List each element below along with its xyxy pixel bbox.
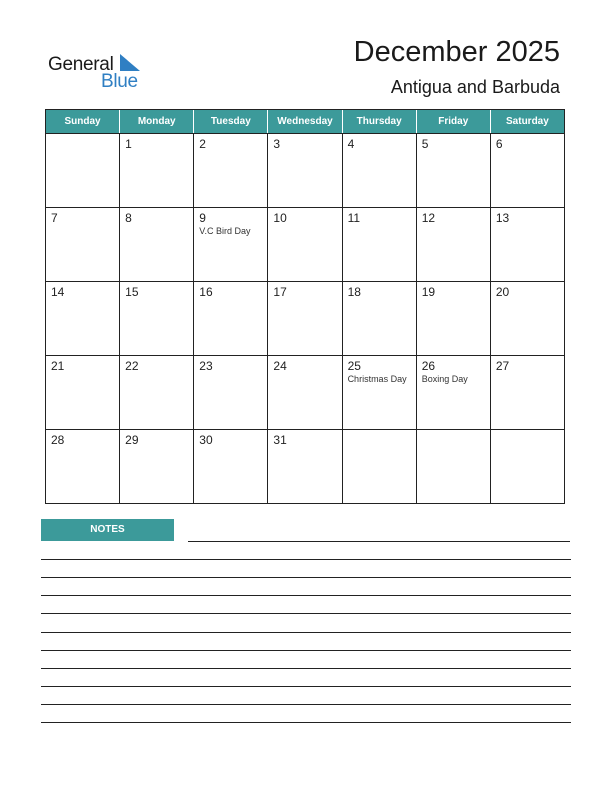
day-cell bbox=[342, 208, 416, 281]
weekday-header: Sunday bbox=[64, 116, 101, 127]
day-cell bbox=[342, 430, 416, 503]
note-line bbox=[41, 559, 571, 560]
day-number: 11 bbox=[347, 211, 361, 225]
day-cell bbox=[490, 282, 564, 355]
calendar-weeks bbox=[46, 133, 564, 503]
day-cell bbox=[267, 208, 341, 281]
day-cell bbox=[342, 134, 416, 207]
day-number: 17 bbox=[273, 285, 287, 299]
day-number: 21 bbox=[51, 359, 65, 373]
day-number: 3 bbox=[273, 137, 281, 151]
day-cell bbox=[416, 356, 490, 429]
calendar-week-row bbox=[46, 207, 564, 281]
note-line bbox=[41, 650, 571, 651]
calendar-week-row bbox=[46, 355, 564, 429]
logo-word-general: General bbox=[48, 54, 114, 75]
day-cell bbox=[46, 356, 119, 429]
day-cell bbox=[267, 356, 341, 429]
day-number: 26 bbox=[421, 359, 436, 373]
day-cell bbox=[119, 430, 193, 503]
day-cell bbox=[193, 134, 267, 207]
day-number: 10 bbox=[273, 211, 287, 225]
day-cell bbox=[46, 430, 119, 503]
day-cell bbox=[267, 134, 341, 207]
day-cell bbox=[490, 208, 564, 281]
day-number: 14 bbox=[51, 285, 65, 299]
day-cell bbox=[119, 356, 193, 429]
day-number: 5 bbox=[421, 137, 429, 151]
day-number: 7 bbox=[51, 211, 58, 225]
note-line bbox=[41, 668, 571, 669]
day-number: 30 bbox=[199, 433, 213, 447]
note-line bbox=[41, 686, 571, 687]
day-number: 25 bbox=[347, 359, 361, 373]
note-line bbox=[41, 613, 571, 614]
page-title: December 2025 bbox=[353, 36, 560, 68]
day-cell bbox=[119, 282, 193, 355]
day-cell bbox=[490, 430, 564, 503]
day-cell bbox=[193, 356, 267, 429]
holiday-label: Boxing Day bbox=[421, 374, 468, 384]
note-line bbox=[188, 541, 570, 542]
weekday-header: Wednesday bbox=[267, 110, 341, 133]
day-number: 29 bbox=[125, 433, 139, 447]
day-number: 18 bbox=[347, 285, 361, 299]
note-line bbox=[41, 632, 571, 633]
weekday-header: Tuesday bbox=[193, 110, 267, 133]
note-line bbox=[41, 722, 571, 723]
note-line bbox=[41, 704, 571, 705]
day-cell bbox=[46, 208, 119, 281]
logo-flag-icon bbox=[120, 54, 140, 71]
day-cell bbox=[119, 208, 193, 281]
holiday-label: V.C Bird Day bbox=[199, 226, 251, 236]
day-number: 28 bbox=[51, 433, 65, 447]
calendar-grid bbox=[45, 109, 565, 504]
day-number: 13 bbox=[495, 211, 510, 225]
notes-label: NOTES bbox=[41, 519, 174, 541]
calendar-week-row bbox=[46, 429, 564, 503]
day-number: 16 bbox=[199, 285, 213, 299]
day-number: 12 bbox=[421, 211, 436, 225]
day-number: 20 bbox=[495, 285, 510, 299]
day-cell bbox=[416, 282, 490, 355]
day-cell bbox=[416, 208, 490, 281]
note-line bbox=[41, 595, 571, 596]
page-subtitle: Antigua and Barbuda bbox=[390, 77, 560, 97]
day-number: 6 bbox=[495, 137, 503, 151]
day-number: 23 bbox=[199, 359, 213, 373]
weekday-header: Thursday bbox=[342, 110, 416, 133]
brand-logo bbox=[48, 52, 148, 92]
weekday-header: Friday bbox=[416, 110, 490, 133]
weekday-header: Monday bbox=[119, 110, 193, 133]
day-cell bbox=[193, 430, 267, 503]
day-number: 8 bbox=[125, 211, 132, 225]
day-cell bbox=[193, 208, 267, 281]
day-cell bbox=[342, 282, 416, 355]
day-number: 15 bbox=[125, 285, 139, 299]
day-cell bbox=[119, 134, 193, 207]
day-cell bbox=[46, 282, 119, 355]
day-cell bbox=[342, 356, 416, 429]
day-number: 22 bbox=[125, 359, 139, 373]
day-cell bbox=[267, 282, 341, 355]
weekday-header: Saturday bbox=[490, 110, 564, 133]
day-cell bbox=[46, 134, 119, 207]
note-line bbox=[41, 577, 571, 578]
day-number: 4 bbox=[347, 137, 355, 151]
calendar-week-row bbox=[46, 133, 564, 207]
logo-word-blue: Blue bbox=[101, 71, 138, 92]
day-number: 27 bbox=[495, 359, 510, 373]
holiday-label: Christmas Day bbox=[347, 374, 407, 384]
day-number: 2 bbox=[199, 137, 206, 151]
day-cell bbox=[490, 356, 564, 429]
day-number: 1 bbox=[125, 137, 132, 151]
day-cell bbox=[416, 134, 490, 207]
weekday-header-row bbox=[46, 110, 564, 133]
day-cell bbox=[416, 430, 490, 503]
day-cell bbox=[193, 282, 267, 355]
day-number: 24 bbox=[273, 359, 287, 373]
day-number: 31 bbox=[273, 433, 287, 447]
day-number: 19 bbox=[421, 285, 436, 299]
day-number: 9 bbox=[199, 211, 206, 225]
calendar-week-row bbox=[46, 281, 564, 355]
day-cell bbox=[267, 430, 341, 503]
day-cell bbox=[490, 134, 564, 207]
